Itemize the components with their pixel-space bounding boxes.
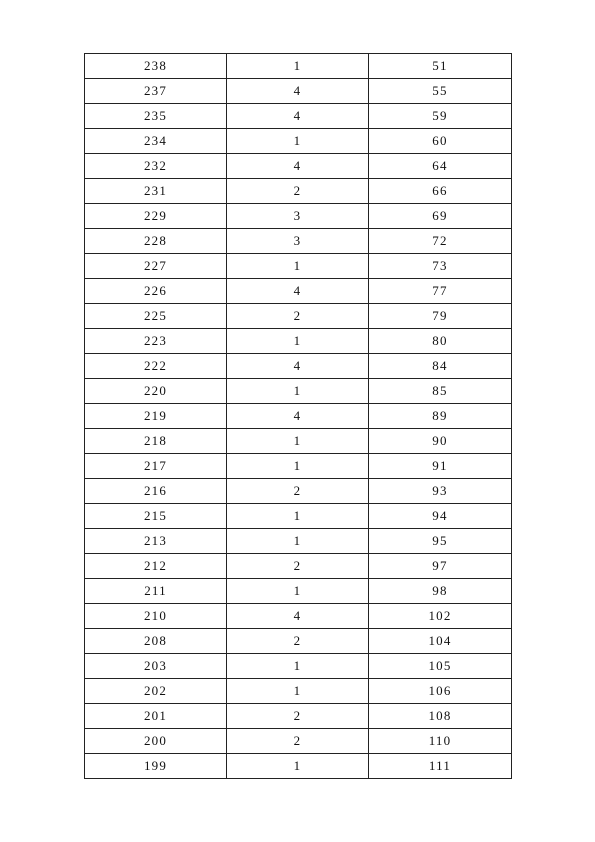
table-cell: 84: [369, 354, 512, 379]
table-cell: 102: [369, 604, 512, 629]
table-row: [85, 554, 512, 579]
table-cell: 208: [85, 629, 227, 654]
table-cell: 212: [85, 554, 227, 579]
table-row: [85, 129, 512, 154]
table-cell: 222: [85, 354, 227, 379]
table-cell: 4: [227, 79, 369, 104]
table-cell: 225: [85, 304, 227, 329]
table-cell: 73: [369, 254, 512, 279]
table-cell: 199: [85, 754, 227, 779]
table-cell: 64: [369, 154, 512, 179]
table-cell: 1: [227, 54, 369, 79]
table-row: [85, 304, 512, 329]
table-cell: 110: [369, 729, 512, 754]
table-cell: 211: [85, 579, 227, 604]
table-cell: 231: [85, 179, 227, 204]
table-row: [85, 604, 512, 629]
table-row: [85, 579, 512, 604]
table-cell: 106: [369, 679, 512, 704]
table-row: [85, 429, 512, 454]
data-table: [84, 53, 512, 779]
table-row: [85, 154, 512, 179]
table-cell: 104: [369, 629, 512, 654]
table-row: [85, 104, 512, 129]
table-cell: 227: [85, 254, 227, 279]
table-cell: 200: [85, 729, 227, 754]
table-cell: 220: [85, 379, 227, 404]
table-row: [85, 254, 512, 279]
table-cell: 98: [369, 579, 512, 604]
table-row: [85, 379, 512, 404]
table-row: [85, 629, 512, 654]
table-cell: 202: [85, 679, 227, 704]
table-cell: 229: [85, 204, 227, 229]
table-cell: 2: [227, 554, 369, 579]
table-cell: 213: [85, 529, 227, 554]
table-cell: 237: [85, 79, 227, 104]
table-cell: 1: [227, 129, 369, 154]
table-cell: 97: [369, 554, 512, 579]
table-cell: 60: [369, 129, 512, 154]
table-row: [85, 729, 512, 754]
table-row: [85, 754, 512, 779]
table-cell: 215: [85, 504, 227, 529]
table-cell: 72: [369, 229, 512, 254]
table-cell: 1: [227, 679, 369, 704]
table-cell: 2: [227, 479, 369, 504]
table-cell: 91: [369, 454, 512, 479]
table-cell: 1: [227, 454, 369, 479]
table-cell: 238: [85, 54, 227, 79]
table-cell: 89: [369, 404, 512, 429]
table-row: [85, 504, 512, 529]
table-row: [85, 79, 512, 104]
table-row: [85, 354, 512, 379]
table-row: [85, 229, 512, 254]
table-row: [85, 654, 512, 679]
table-cell: 93: [369, 479, 512, 504]
table-row: [85, 479, 512, 504]
table-cell: 2: [227, 629, 369, 654]
table-cell: 4: [227, 104, 369, 129]
table-cell: 232: [85, 154, 227, 179]
table-body: [85, 54, 512, 779]
table-cell: 77: [369, 279, 512, 304]
table-cell: 1: [227, 654, 369, 679]
table-cell: 228: [85, 229, 227, 254]
table-cell: 4: [227, 279, 369, 304]
table-cell: 201: [85, 704, 227, 729]
table-cell: 203: [85, 654, 227, 679]
table-cell: 66: [369, 179, 512, 204]
table-cell: 59: [369, 104, 512, 129]
table-cell: 79: [369, 304, 512, 329]
table-cell: 234: [85, 129, 227, 154]
table-cell: 2: [227, 704, 369, 729]
table-cell: 85: [369, 379, 512, 404]
table-cell: 94: [369, 504, 512, 529]
table-cell: 95: [369, 529, 512, 554]
table-row: [85, 204, 512, 229]
table-cell: 3: [227, 229, 369, 254]
table-row: [85, 679, 512, 704]
table-row: [85, 529, 512, 554]
table-cell: 210: [85, 604, 227, 629]
table-cell: 2: [227, 729, 369, 754]
table-cell: 4: [227, 604, 369, 629]
table-cell: 105: [369, 654, 512, 679]
table-cell: 108: [369, 704, 512, 729]
table-row: [85, 279, 512, 304]
table-cell: 51: [369, 54, 512, 79]
table-cell: 111: [369, 754, 512, 779]
table-cell: 235: [85, 104, 227, 129]
table-row: [85, 454, 512, 479]
table-cell: 226: [85, 279, 227, 304]
table-cell: 90: [369, 429, 512, 454]
table-cell: 55: [369, 79, 512, 104]
table-cell: 1: [227, 529, 369, 554]
table-cell: 1: [227, 379, 369, 404]
table-cell: 216: [85, 479, 227, 504]
table-cell: 1: [227, 329, 369, 354]
table-row: [85, 179, 512, 204]
table-cell: 1: [227, 754, 369, 779]
table-cell: 1: [227, 504, 369, 529]
table-cell: 4: [227, 354, 369, 379]
table-cell: 1: [227, 254, 369, 279]
table-cell: 1: [227, 579, 369, 604]
table-cell: 218: [85, 429, 227, 454]
table-row: [85, 704, 512, 729]
table-cell: 69: [369, 204, 512, 229]
table-cell: 217: [85, 454, 227, 479]
table-cell: 2: [227, 304, 369, 329]
table-row: [85, 329, 512, 354]
table-cell: 3: [227, 204, 369, 229]
table-row: [85, 54, 512, 79]
table-cell: 4: [227, 154, 369, 179]
table-cell: 219: [85, 404, 227, 429]
table-cell: 4: [227, 404, 369, 429]
table-cell: 80: [369, 329, 512, 354]
table-cell: 1: [227, 429, 369, 454]
table-row: [85, 404, 512, 429]
table-cell: 223: [85, 329, 227, 354]
table-cell: 2: [227, 179, 369, 204]
